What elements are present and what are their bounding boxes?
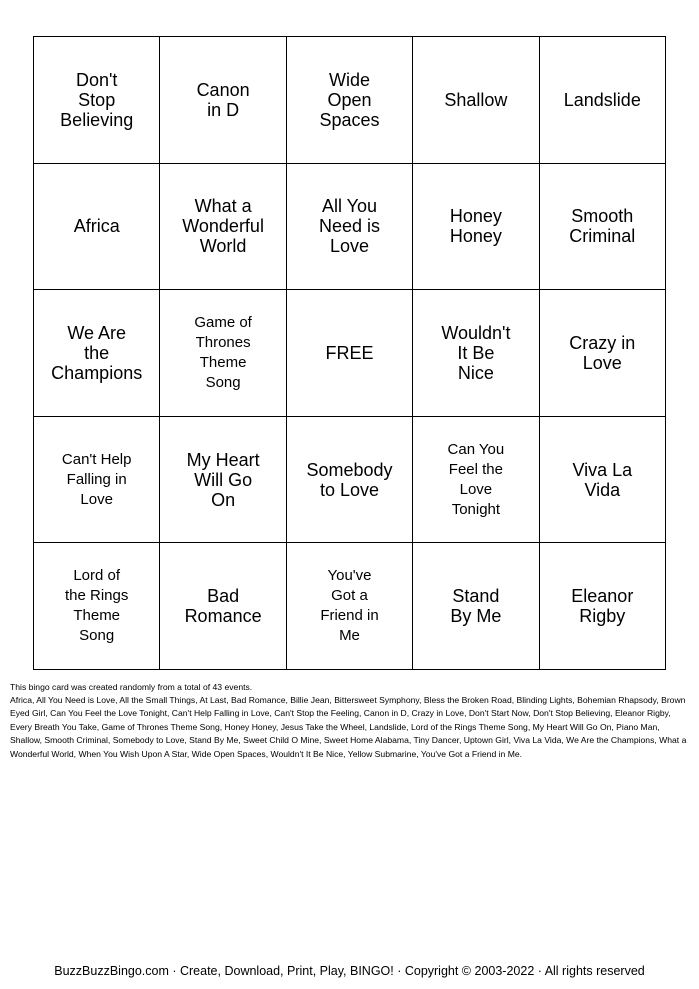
bingo-cell-text: Smooth Criminal bbox=[569, 206, 636, 247]
bingo-cell-text: Shallow bbox=[444, 89, 508, 110]
bingo-cell-text: You've Got a Friend in Me bbox=[320, 567, 379, 645]
bingo-cell bbox=[34, 164, 160, 291]
bingo-cell bbox=[540, 37, 666, 164]
bingo-cell-text: Can't Help Falling in Love bbox=[61, 450, 132, 508]
bingo-cell bbox=[34, 290, 160, 417]
bingo-cell bbox=[540, 164, 666, 291]
bingo-cell-text: Stand By Me bbox=[450, 586, 502, 627]
bingo-cell-text: Viva La Vida bbox=[572, 459, 633, 500]
bingo-cell bbox=[160, 37, 286, 164]
bingo-cell bbox=[413, 164, 539, 291]
bingo-cell-text: Wouldn't It Be Nice bbox=[441, 322, 511, 383]
bingo-cell bbox=[540, 290, 666, 417]
footer-copyright: BuzzBuzzBingo.com · Create, Download, Print, Play, BINGO! · Copyright © 2003-2022 · All rights reserved bbox=[54, 964, 645, 978]
bingo-cell bbox=[540, 543, 666, 670]
card-generation-note: This bingo card was created randomly from a total of 43 events. bbox=[10, 682, 253, 692]
bingo-cell-text: Canon in D bbox=[196, 79, 250, 120]
bingo-cell-text: Africa bbox=[73, 216, 120, 237]
bingo-cell bbox=[413, 37, 539, 164]
free-space-text: FREE bbox=[325, 342, 374, 363]
bingo-cell-text: Somebody to Love bbox=[306, 459, 393, 500]
bingo-cell-text: Bad Romance bbox=[184, 586, 262, 627]
bingo-cell-text: My Heart Will Go On bbox=[186, 449, 260, 510]
bingo-cell bbox=[160, 290, 286, 417]
bingo-card-grid bbox=[33, 36, 666, 670]
bingo-cell bbox=[413, 290, 539, 417]
bingo-cell-free bbox=[287, 290, 413, 417]
bingo-cell-text: Landslide bbox=[563, 89, 641, 110]
bingo-cell-text: Lord of the Rings Theme Song bbox=[65, 567, 129, 645]
bingo-cell-text: Crazy in Love bbox=[569, 332, 636, 373]
bingo-cell bbox=[287, 164, 413, 291]
bingo-cell bbox=[160, 164, 286, 291]
bingo-cell bbox=[287, 417, 413, 544]
bingo-cell bbox=[160, 417, 286, 544]
bingo-cell-text: What a Wonderful World bbox=[182, 196, 264, 257]
bingo-cell bbox=[540, 417, 666, 544]
bingo-cell-text: Game of Thrones Theme Song bbox=[194, 313, 252, 391]
bingo-cell-text: Don't Stop Believing bbox=[60, 69, 134, 130]
bingo-cell bbox=[34, 37, 160, 164]
bingo-cell-text: Can You Feel the Love Tonight bbox=[447, 440, 505, 518]
bingo-cell bbox=[34, 543, 160, 670]
bingo-cell bbox=[34, 417, 160, 544]
bingo-cell bbox=[413, 417, 539, 544]
event-list: Africa, All You Need is Love, All the Small Things, At Last, Bad Romance, Billie Jean, Bittersweet Symphony, Bless the Broken Road, Blinding Lights, Bohemian Rhapsody, Brown Eyed Girl, Can You Feel the Love Tonight, Can't Help Falling in Love, Can't Stop the Feeling, Canon in D, Crazy in Love, Don't Start Now, Don't Stop Believing, Eleanor Rigby, Every Breath You Take, Game of Thrones Theme Song, Honey Honey, Jesus Take the Wheel, Landslide, Lord of the Rings Theme Song, My Heart Will Go On, Piano Man, Shallow, Smooth Criminal, Somebody to Love, Stand By Me, Sweet Child O Mine, Sweet Home Alabama, Tiny Dancer, Uptown Girl, Viva La Vida, We Are the Champions, What a Wonderful World, When You Wish Upon A Star, Wide Open Spaces, Wouldn't It Be Nice, Yellow Submarine, You've Got a Friend in Me. bbox=[10, 695, 687, 759]
bingo-cell-text: All You Need is Love bbox=[318, 196, 380, 257]
bingo-cell-text: Honey Honey bbox=[449, 206, 502, 247]
bingo-cell bbox=[160, 543, 286, 670]
bingo-cell-text: Wide Open Spaces bbox=[319, 69, 380, 130]
bingo-cell-text: We Are the Champions bbox=[51, 322, 143, 383]
bingo-cell bbox=[287, 543, 413, 670]
bingo-cell bbox=[413, 543, 539, 670]
bingo-cell bbox=[287, 37, 413, 164]
bingo-cell-text: Eleanor Rigby bbox=[571, 586, 634, 627]
